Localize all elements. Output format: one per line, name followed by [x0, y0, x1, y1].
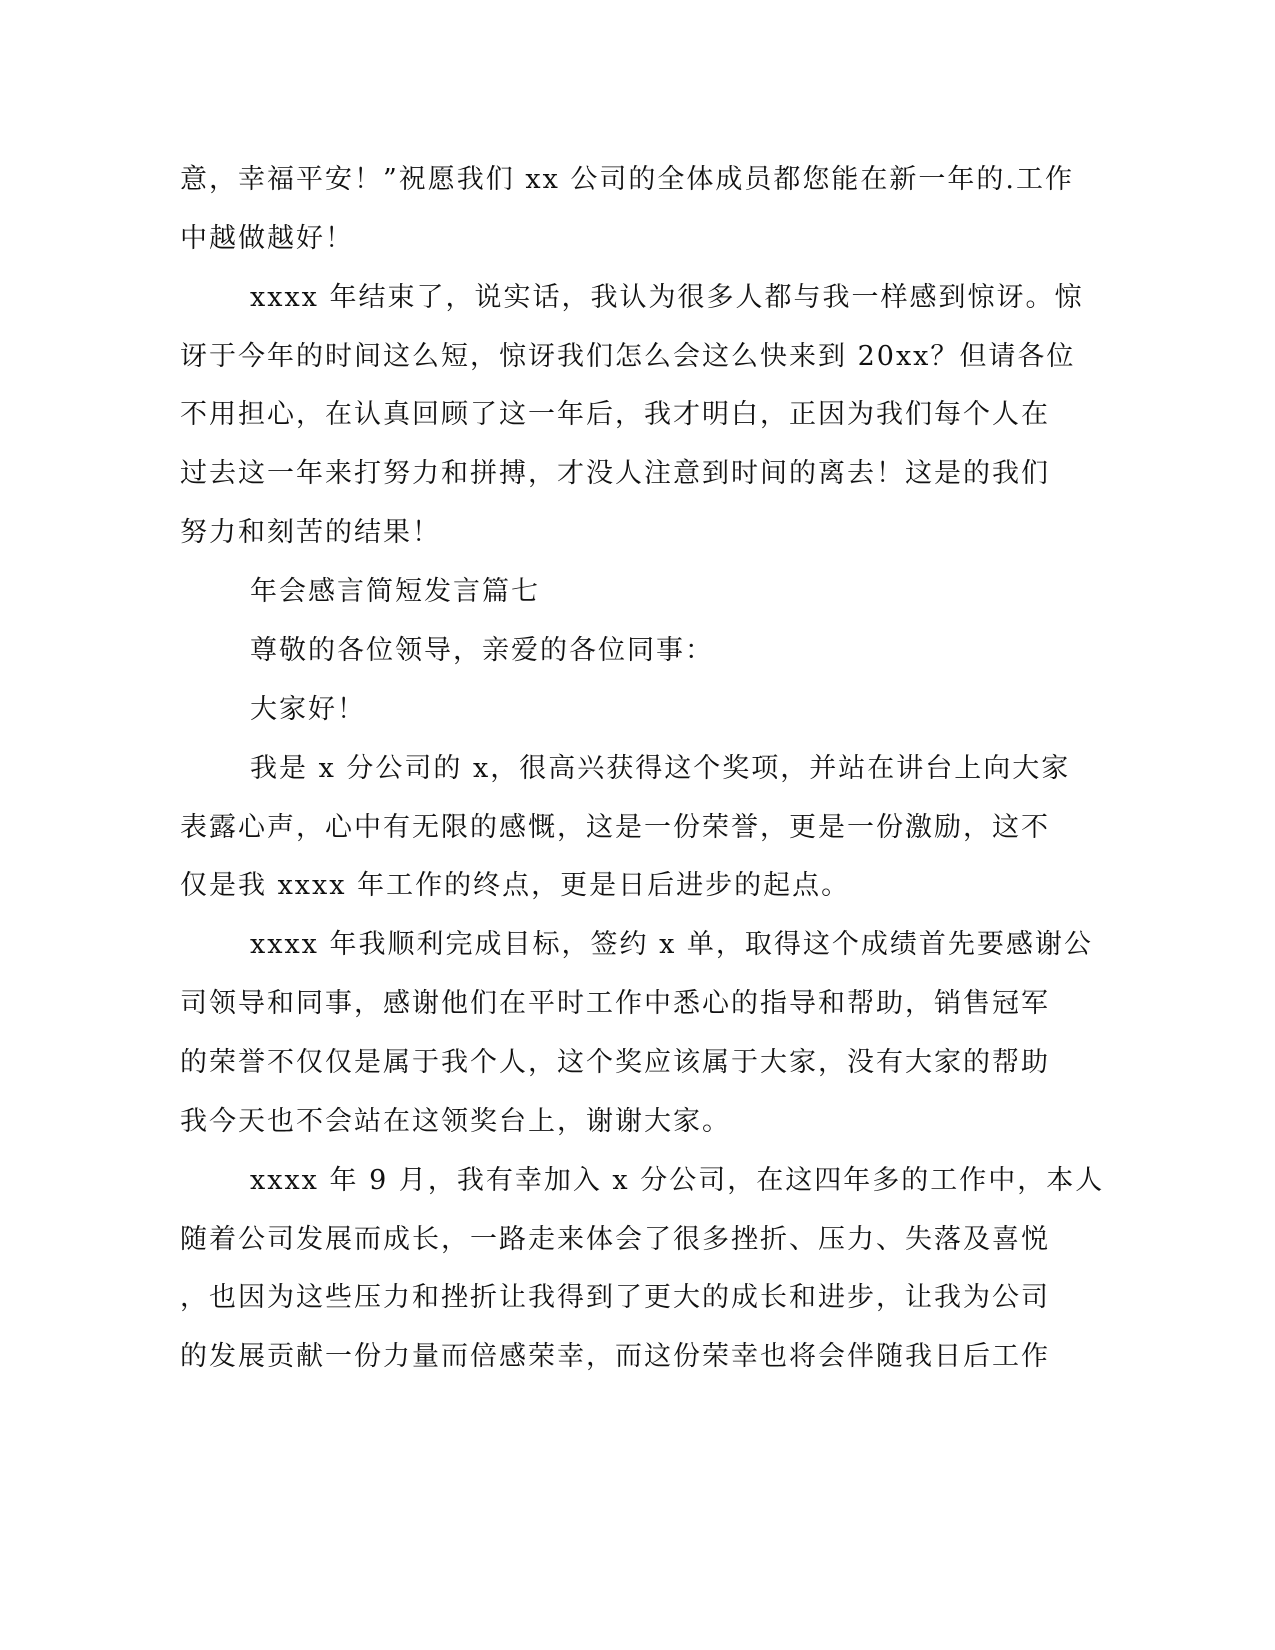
text-line: 努力和刻苦的结果！ [180, 517, 441, 548]
text-line: 过去这一年来打努力和拼搏，才没人注意到时间的离去！这是的我们 [180, 458, 1050, 489]
text-line: 仅是我 xxxx 年工作的终点，更是日后进步的起点。 [180, 870, 851, 901]
text-line: xxxx 年 9 月，我有幸加入 x 分公司，在这四年多的工作中，本人 [250, 1165, 1105, 1196]
section-heading: 年会感言简短发言篇七 [250, 576, 540, 607]
text-line: 表露心声，心中有无限的感慨，这是一份荣誉，更是一份激励，这不 [180, 812, 1050, 843]
text-line: xxxx 年我顺利完成目标，签约 x 单，取得这个成绩首先要感谢公 [250, 929, 1093, 960]
text-line: 随着公司发展而成长，一路走来体会了很多挫折、压力、失落及喜悦 [180, 1224, 1050, 1255]
text-line: 的发展贡献一份力量而倍感荣幸，而这份荣幸也将会伴随我日后工作 [180, 1341, 1050, 1372]
salutation: 尊敬的各位领导，亲爱的各位同事： [250, 635, 714, 666]
greeting: 大家好！ [250, 694, 366, 725]
text-line: ，也因为这些压力和挫折让我得到了更大的成长和进步，让我为公司 [180, 1282, 1050, 1313]
text-line: xxxx 年结束了，说实话，我认为很多人都与我一样感到惊讶。惊 [250, 282, 1084, 313]
text-line: 不用担心，在认真回顾了这一年后，我才明白，正因为我们每个人在 [180, 399, 1050, 430]
text-line: 中越做越好！ [180, 223, 354, 254]
text-line: 的荣誉不仅仅是属于我个人，这个奖应该属于大家，没有大家的帮助 [180, 1047, 1050, 1078]
text-line: 司领导和同事，感谢他们在平时工作中悉心的指导和帮助，销售冠军 [180, 988, 1050, 1019]
text-line: 我今天也不会站在这领奖台上，谢谢大家。 [180, 1106, 731, 1137]
text-line: 讶于今年的时间这么短，惊讶我们怎么会这么快来到 20xx？但请各位 [180, 341, 1076, 372]
text-line: 意，幸福平安！”祝愿我们 xx 公司的全体成员都您能在新一年的.工作 [180, 164, 1075, 195]
text-line: 我是 x 分公司的 x，很高兴获得这个奖项，并站在讲台上向大家 [250, 753, 1071, 784]
